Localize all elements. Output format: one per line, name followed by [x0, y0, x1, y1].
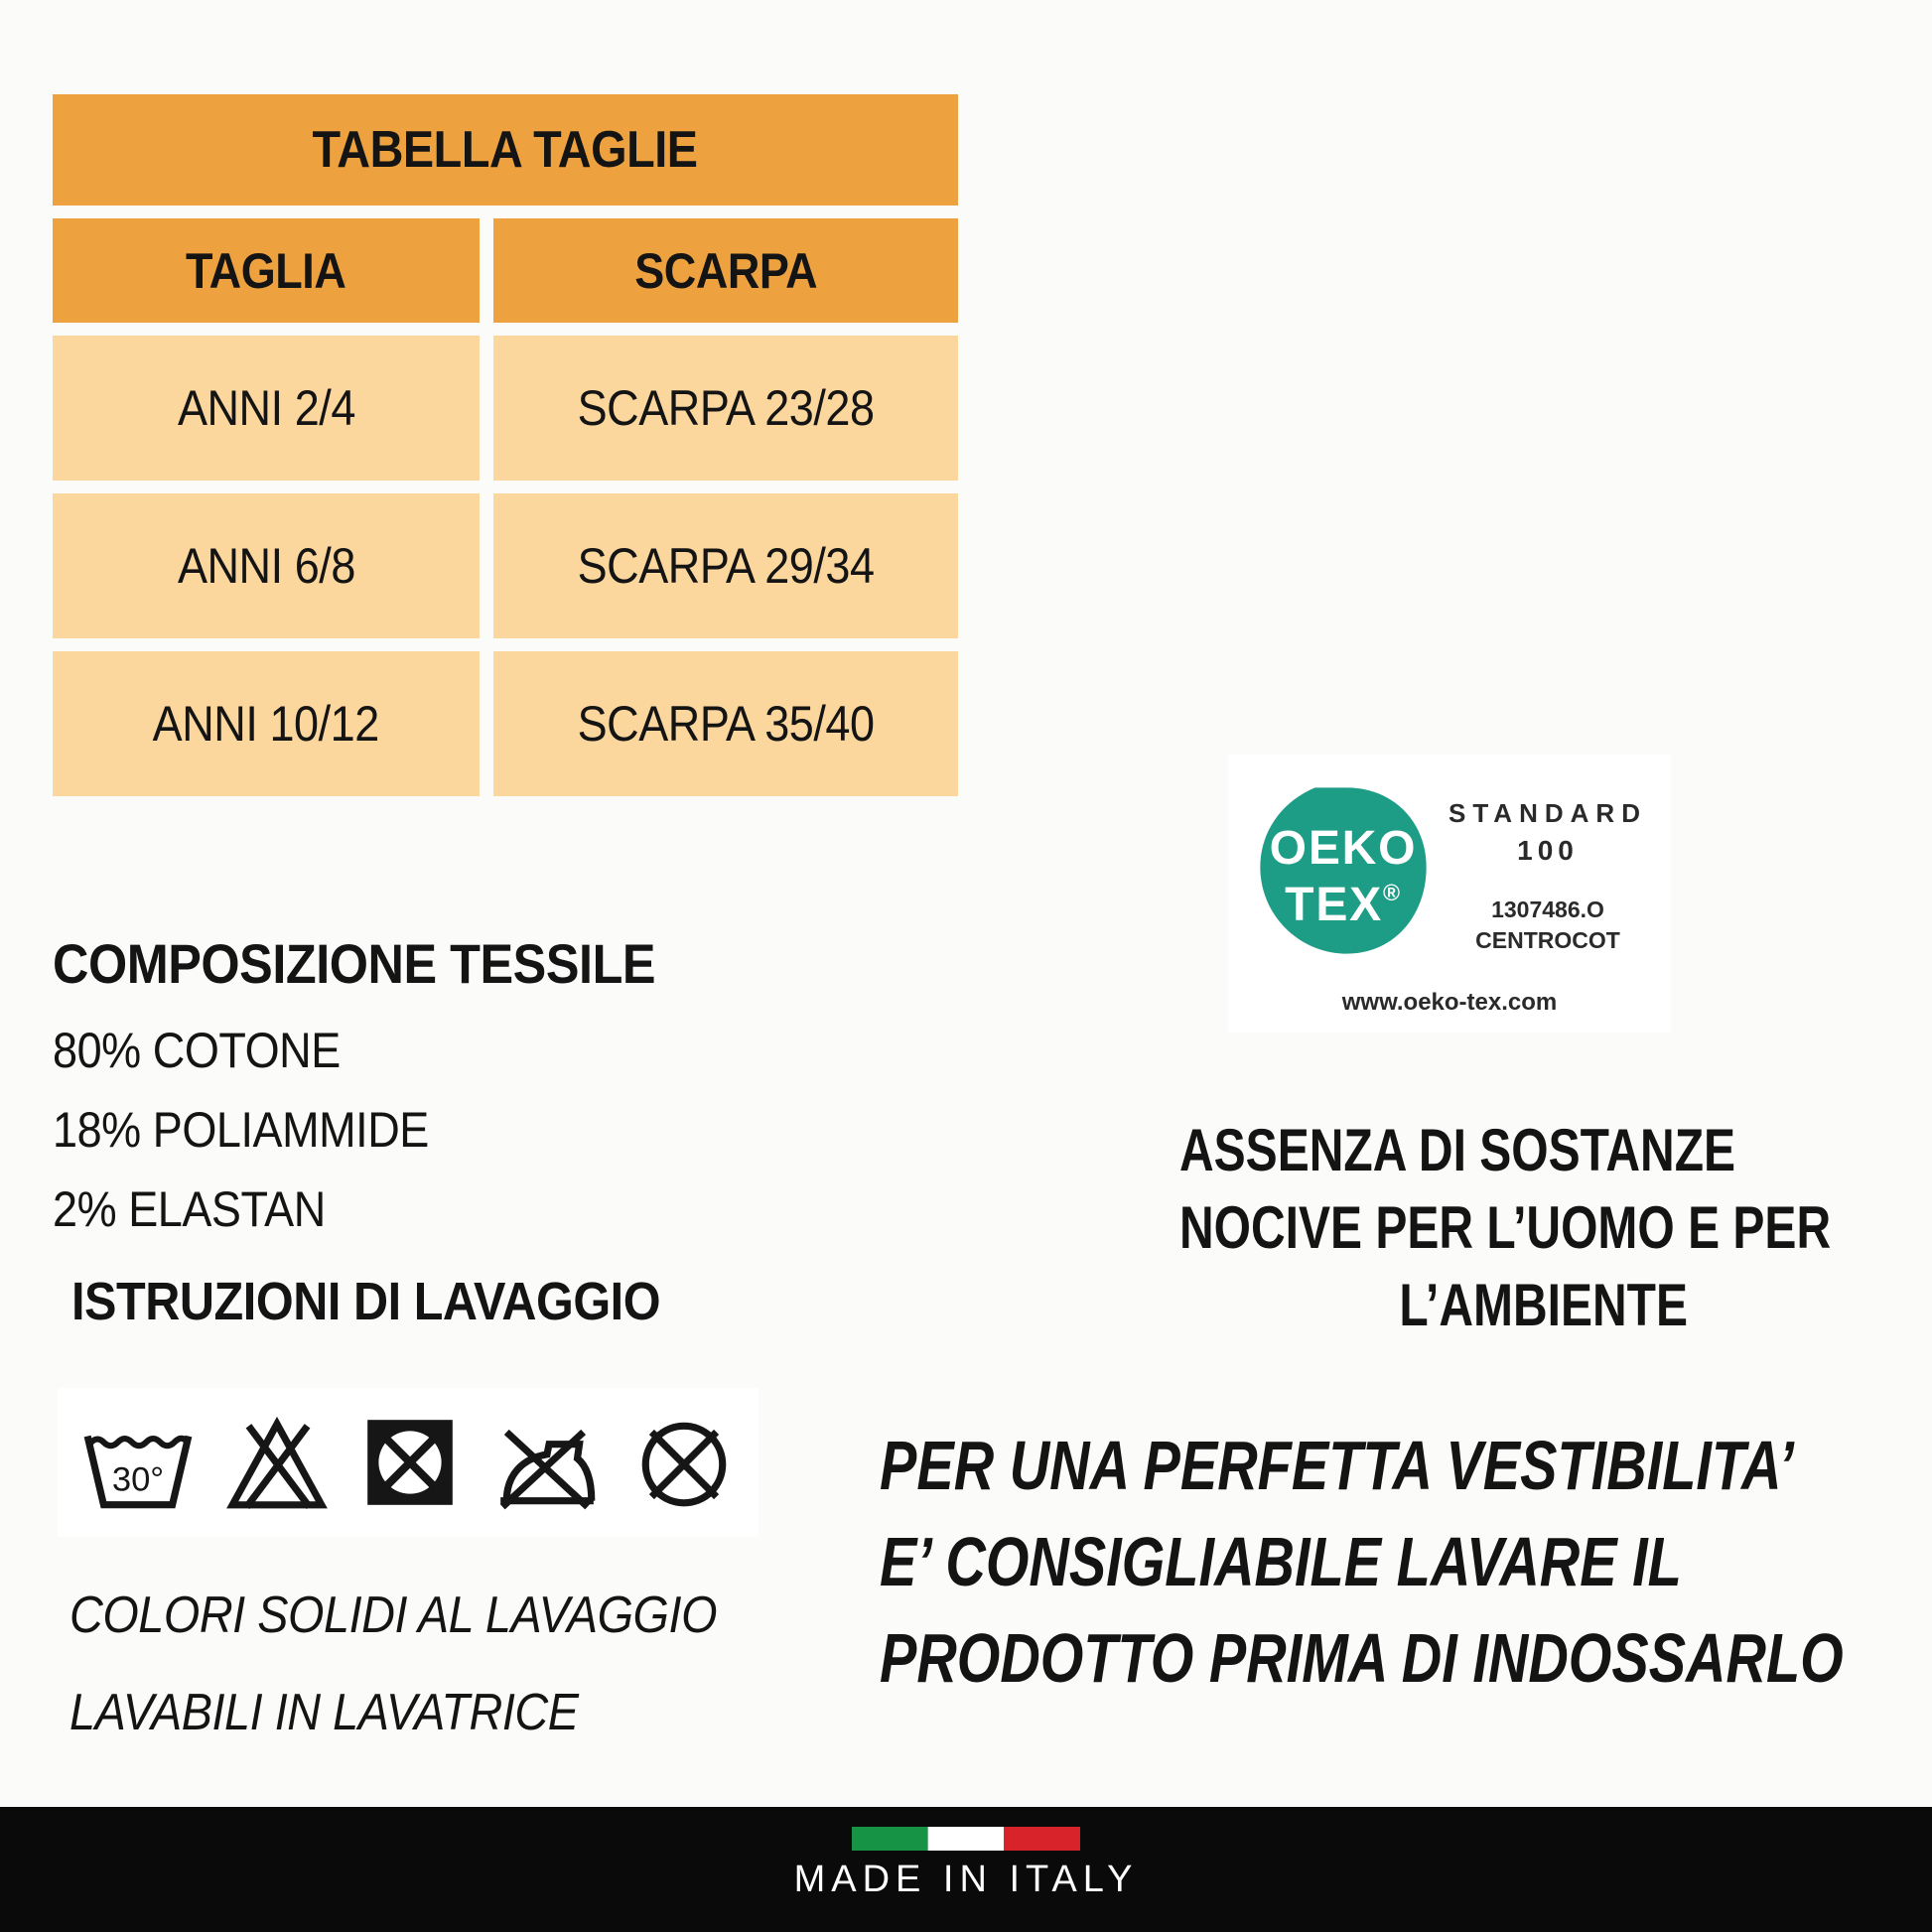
absence-line: ASSENZA DI SOSTANZE [1179, 1117, 1736, 1183]
table-row: ANNI 2/4 [53, 336, 480, 481]
oeko-standard-number: 100 [1517, 835, 1579, 866]
composition-item: 18% POLIAMMIDE [53, 1102, 429, 1158]
size-table-title [53, 94, 958, 206]
absence-line: L’AMBIENTE [1399, 1272, 1688, 1338]
fit-advice [880, 1418, 1844, 1707]
do-not-tumble-dry-icon [357, 1410, 463, 1515]
washing-note-line: COLORI SOLIDI AL LAVAGGIO [69, 1587, 718, 1644]
oeko-cert-number: 1307486.O [1491, 897, 1604, 922]
oeko-standard-block [1435, 798, 1661, 954]
wash-temp-label: 30° [111, 1460, 165, 1499]
oeko-word: OEKO [1269, 820, 1418, 875]
do-not-iron-icon [490, 1410, 604, 1515]
table-row: ANNI 6/8 [53, 493, 480, 638]
size-table-title-text: TABELLA TAGLIE [313, 121, 698, 179]
composition-title: COMPOSIZIONE TESSILE [53, 932, 656, 995]
absence-claim [1179, 1112, 1832, 1344]
fit-advice-line: PRODOTTO PRIMA DI INDOSSARLO [880, 1619, 1844, 1697]
fit-advice-line: E’ CONSIGLIABILE LAVARE IL [880, 1523, 1682, 1600]
tex-word: TEX® [1285, 877, 1402, 931]
table-row: SCARPA 23/28 [493, 336, 958, 481]
size-table [53, 94, 958, 796]
oeko-tex-droplet-logo [1252, 782, 1435, 959]
oeko-standard-text: STANDARD [1449, 798, 1647, 828]
table-row: SCARPA 35/40 [493, 651, 958, 796]
composition-list [53, 1011, 471, 1249]
registered-mark: ® [1382, 880, 1402, 906]
oeko-tex-label [1228, 755, 1671, 1033]
do-not-dry-clean-icon [631, 1410, 737, 1515]
size-table-col-scarpa: SCARPA [493, 218, 958, 323]
fit-advice-line: PER UNA PERFETTA VESTIBILITA’ [880, 1427, 1794, 1504]
composition-item: 80% COTONE [53, 1023, 341, 1078]
composition-item: 2% ELASTAN [53, 1181, 326, 1237]
made-in-italy-bar [0, 1807, 1932, 1932]
oeko-institute: CENTROCOT [1475, 927, 1620, 953]
table-row: ANNI 10/12 [53, 651, 480, 796]
made-in-italy-text: MADE IN ITALY [793, 1859, 1139, 1900]
do-not-bleach-icon [224, 1410, 330, 1515]
washing-note [69, 1567, 788, 1761]
size-table-col-taglia: TAGLIA [53, 218, 480, 323]
table-row: SCARPA 29/34 [493, 493, 958, 638]
wash-30-icon [79, 1410, 197, 1515]
oeko-url: www.oeko-tex.com [1341, 989, 1558, 1016]
care-icons-strip [58, 1388, 759, 1537]
italy-flag-icon [852, 1827, 1080, 1851]
washing-note-line: LAVABILI IN LAVATRICE [69, 1684, 579, 1741]
absence-line: NOCIVE PER L’UOMO E PER [1179, 1194, 1832, 1261]
washing-title: ISTRUZIONI DI LAVAGGIO [71, 1272, 661, 1331]
